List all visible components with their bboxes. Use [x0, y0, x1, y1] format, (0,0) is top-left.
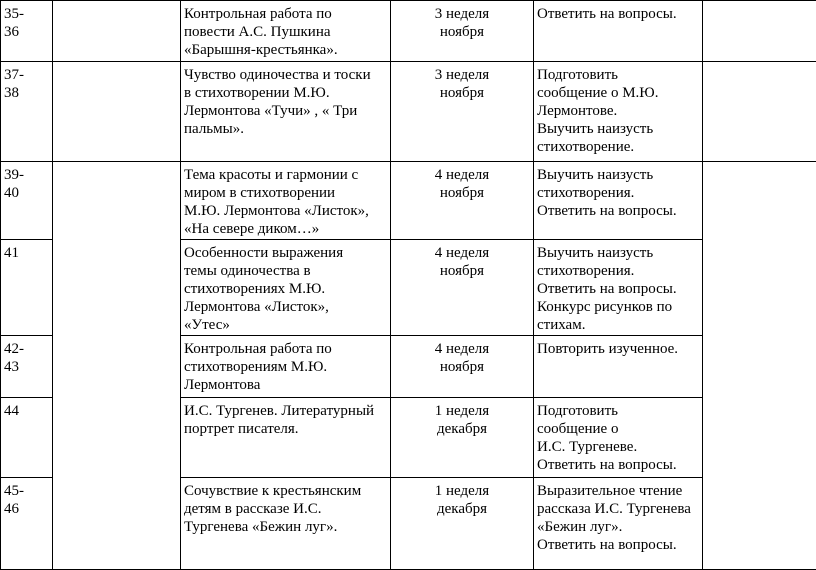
homework: Выразительное чтение рассказа И.С. Тургенева «Бежин луг». Ответить на вопросы.	[534, 478, 703, 570]
table-row	[1, 1, 816, 62]
lesson-topic: Контрольная работа по повести А.С. Пушкина «Барышня-крестьянка».	[181, 1, 391, 62]
lesson-topic: Чувство одиночества и тоски в стихотворении М.Ю. Лермонтова «Тучи» , « Три пальмы».	[181, 62, 391, 162]
empty-cell	[703, 62, 816, 162]
lesson-number: 45- 46	[1, 478, 53, 570]
table-row	[1, 62, 816, 162]
homework: Повторить изученное.	[534, 336, 703, 398]
lesson-week: 4 неделя ноября	[391, 240, 534, 336]
lesson-number: 41	[1, 240, 53, 336]
lesson-number: 37- 38	[1, 62, 53, 162]
lesson-week: 1 неделя декабря	[391, 398, 534, 478]
lesson-number: 42- 43	[1, 336, 53, 398]
lesson-topic: И.С. Тургенев. Литературный портрет писателя.	[181, 398, 391, 478]
empty-cell	[703, 1, 816, 62]
lesson-number: 44	[1, 398, 53, 478]
lesson-topic: Тема красоты и гармонии с миром в стихотворении М.Ю. Лермонтова «Листок», «На севере диком…»	[181, 162, 391, 240]
homework: Выучить наизусть стихотворения. Ответить на вопросы. Конкурс рисунков по стихам.	[534, 240, 703, 336]
table-row	[1, 162, 816, 240]
homework: Подготовить сообщение о И.С. Тургеневе. Ответить на вопросы.	[534, 398, 703, 478]
homework: Подготовить сообщение о М.Ю. Лермонтове. Выучить наизусть стихотворение.	[534, 62, 703, 162]
lesson-number: 35- 36	[1, 1, 53, 62]
lesson-week: 3 неделя ноября	[391, 62, 534, 162]
lesson-week: 1 неделя декабря	[391, 478, 534, 570]
merged-empty-cell	[53, 162, 181, 570]
lesson-topic: Сочувствие к крестьянским детям в рассказе И.С. Тургенева «Бежин луг».	[181, 478, 391, 570]
lesson-number: 39- 40	[1, 162, 53, 240]
lesson-topic: Особенности выражения темы одиночества в стихотворениях М.Ю. Лермонтова «Листок», «Утес»	[181, 240, 391, 336]
homework: Ответить на вопросы.	[534, 1, 703, 62]
empty-cell	[53, 62, 181, 162]
lesson-topic: Контрольная работа по стихотворениям М.Ю. Лермонтова	[181, 336, 391, 398]
lesson-week: 3 неделя ноября	[391, 1, 534, 62]
empty-cell	[53, 1, 181, 62]
merged-empty-cell	[703, 162, 816, 570]
homework: Выучить наизусть стихотворения. Ответить на вопросы.	[534, 162, 703, 240]
lesson-week: 4 неделя ноября	[391, 162, 534, 240]
lesson-week: 4 неделя ноября	[391, 336, 534, 398]
